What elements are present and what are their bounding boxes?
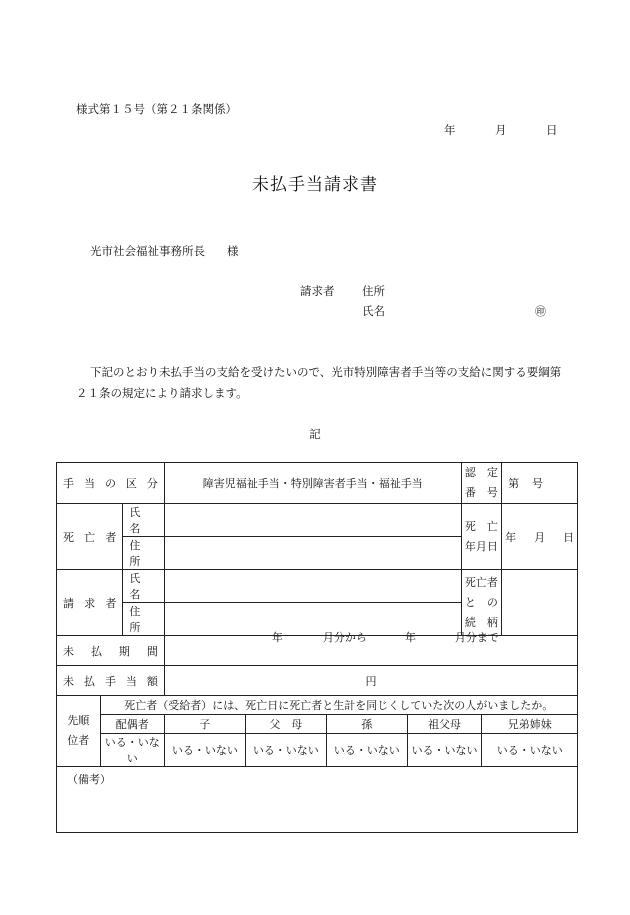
presence-option-parents[interactable]: いる・いない [245,734,326,767]
relation-header-child: 子 [164,715,245,734]
ki-heading: 記 [309,427,321,441]
death-date-month: 月 [534,530,546,544]
claimant-name-cell-label: 氏 名 [123,570,165,603]
deceased-name-label: 氏 名 [123,504,165,537]
addressee-honorific: 様 [227,244,239,258]
cert-no-label-line1: 認 定 [464,466,498,479]
date-day-label: 日 [546,123,558,137]
allowance-type-label: 手当の区分 [57,463,165,504]
table-claimant-label: 請求者 [57,570,123,636]
document-title: 未払手当請求書 [252,175,378,195]
priority-label-line2: 位者 [67,734,90,747]
cert-no-suffix: 号 [532,477,543,490]
relation-label-line2: と の [464,595,498,609]
date-month-label: 月 [495,123,507,137]
presence-option-child[interactable]: いる・いない [164,734,245,767]
unpaid-period-from-year: 年 [271,631,283,644]
form-number: 様式第１５号（第２１条関係） [76,102,237,116]
claimant-address-label: 住所 [362,284,385,298]
presence-option-grandchild[interactable]: いる・いない [326,734,407,767]
deceased-address-field[interactable] [164,537,461,570]
date-year-label: 年 [444,123,456,137]
presence-option-siblings[interactable]: いる・いない [482,734,578,767]
deceased-name-field[interactable] [164,504,461,537]
death-date-label [461,504,501,570]
addressee-name: 光市社会福祉事務所長 [90,244,205,258]
relation-header-spouse: 配偶者 [100,715,164,734]
relation-header-grandparents: 祖父母 [407,715,482,734]
relation-field[interactable] [502,570,578,636]
deceased-address-label: 住 所 [123,537,165,570]
unpaid-period-from-month: 月分から [322,631,367,644]
unpaid-period-to-month: 月分まで [454,631,499,644]
unpaid-period-to-year: 年 [404,631,416,644]
unpaid-amount-field[interactable] [164,666,577,696]
deceased-label: 死亡者 [57,504,123,570]
cert-no-field[interactable] [502,463,578,504]
death-date-year: 年 [505,530,517,544]
cert-no-label-line2: 番 号 [464,486,498,499]
claimant-address-cell-label: 住 所 [123,603,165,636]
unpaid-period-field[interactable] [164,631,577,666]
unpaid-period-label: 未払期間 [57,636,165,666]
priority-question: 死亡者（受給者）には、死亡日に死亡者と生計を同じくしていた次の人がいましたか。 [100,696,577,715]
body-text: 下記のとおり未払手当の支給を受けたいので、光市特別障害者手当等の支給に関する要綱第２１条の規定により請求します。 [76,365,562,400]
cert-no-prefix: 第 [508,477,520,490]
relation-header-siblings: 兄弟姉妹 [482,715,578,734]
death-date-label-line2: 年月日 [464,539,498,553]
addressee [90,243,239,259]
death-date-label-line1: 死 亡 [464,519,498,533]
remarks-field[interactable] [57,767,578,833]
cert-no-label [461,463,501,504]
priority-label [57,696,101,767]
remarks-label: （備考） [67,773,111,786]
priority-label-line1: 先順 [67,714,90,727]
relation-header-parents: 父 母 [245,715,326,734]
allowance-type-value[interactable]: 障害児福祉手当・特別障害者手当・福祉手当 [164,463,461,504]
relation-header-grandchild: 孫 [326,715,407,734]
death-date-day: 日 [563,530,575,544]
claimant-name-field[interactable] [164,570,461,603]
relation-label [461,570,501,636]
presence-option-spouse[interactable]: いる・いない [100,734,164,767]
claim-table [56,462,578,833]
relation-label-line3: 続 柄 [464,615,498,629]
claimant-address-field[interactable] [164,603,461,636]
presence-option-grandparents[interactable]: いる・いない [407,734,482,767]
claimant-name-label: 氏名 [362,304,385,318]
death-date-field[interactable] [502,504,578,570]
unpaid-amount-label: 未払手当額 [57,666,165,696]
unpaid-amount-unit: 円 [365,674,377,688]
seal-mark-icon: ㊞ [535,305,546,318]
claimant-label: 請求者 [300,284,335,298]
relation-label-line1: 死亡者 [464,575,498,589]
